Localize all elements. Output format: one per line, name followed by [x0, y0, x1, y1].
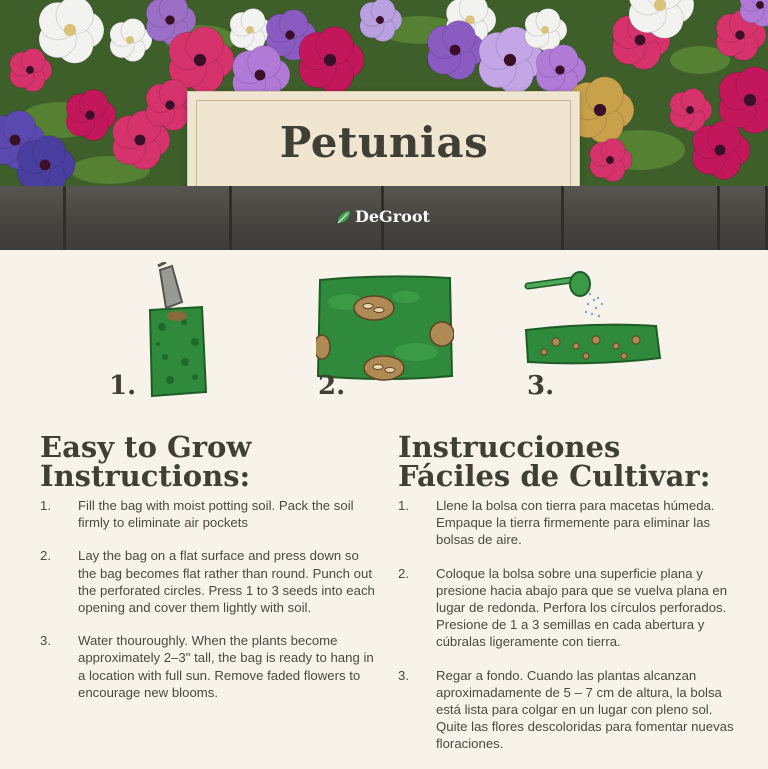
- spanish-heading: [398, 430, 711, 493]
- brand-logo: [336, 207, 430, 226]
- item-text: Coloque la bolsa sobre una superficie plana y presione hacia abajo para que se vuelva plana en lugar de redonda. Perfora los círculos perforados. Presione de 1 a 3 semillas en cada abertura y cúbralas ligeramente con tierra.: [436, 565, 728, 650]
- english-heading-line1: Easy to Grow: [40, 430, 252, 464]
- list-item: [398, 497, 734, 549]
- item-text: Fill the bag with moist potting soil. Pack the soil firmly to eliminate air pockets: [78, 498, 354, 531]
- bag-filling-icon: [140, 262, 215, 397]
- spanish-instructions-list: [398, 497, 734, 769]
- step-1-number: 1.: [109, 371, 137, 401]
- list-item: [398, 667, 734, 753]
- spanish-heading-line1: Instrucciones: [398, 430, 621, 464]
- item-text: Regar a fondo. Cuando las plantas alcanzan aproximadamente de 5 – 7 cm de altura, la bolsa está lista para colgar en un lugar con pleno sol. Quite las flores descoloridas para fomentar nuevas floraciones.: [436, 667, 734, 752]
- item-number: 2.: [398, 565, 409, 581]
- step-3-illustration: [524, 270, 664, 368]
- english-heading: [40, 430, 252, 493]
- step-2-number: 2.: [318, 371, 346, 401]
- list-item: [40, 632, 380, 701]
- brand-name: DeGroot: [355, 207, 430, 226]
- step-1-illustration: [140, 262, 215, 397]
- english-heading-line2: Instructions:: [40, 459, 251, 493]
- item-text: Lay the bag on a flat surface and press down so the bag becomes flat rather than round. Punch out the perforated circles. Press 1 to 3 seeds into each opening and cover them lightly with soil.: [78, 548, 375, 616]
- item-number: 3.: [40, 633, 51, 649]
- list-item: [40, 497, 380, 531]
- item-number: 2.: [40, 548, 51, 564]
- step-2-illustration: [316, 272, 454, 384]
- english-instructions-list: [40, 497, 380, 717]
- item-text: Llene la bolsa con tierra para macetas húmeda. Empaque la tierra firmemente para eliminar las bolsas de aire.: [436, 498, 715, 548]
- step-3-number: 3.: [527, 371, 555, 401]
- page-title: Petunias: [279, 118, 489, 167]
- spanish-heading-line2: Fáciles de Cultivar:: [398, 459, 711, 493]
- bag-seeds-icon: [316, 272, 454, 384]
- item-number: 3.: [398, 667, 409, 683]
- item-number: 1.: [398, 498, 409, 513]
- item-text: Water thouroughly. When the plants become approximately 2–3" tall, the bag is ready to hang in a location with full sun. Remove faded flowers to encourage new blooms.: [78, 633, 374, 700]
- item-number: 1.: [40, 498, 51, 513]
- list-item: [40, 547, 380, 616]
- watering-icon: [524, 270, 664, 368]
- list-item: [398, 565, 734, 651]
- leaf-logo-icon: [336, 209, 352, 225]
